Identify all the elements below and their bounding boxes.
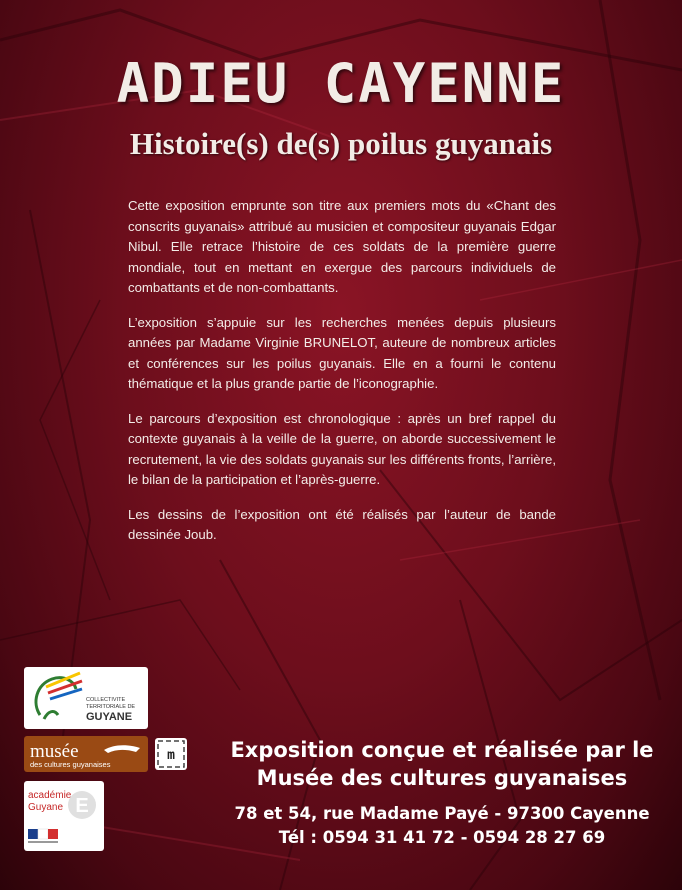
footer-phone: Tél : 0594 31 41 72 - 0594 28 27 69 bbox=[278, 828, 606, 847]
ctg-logo bbox=[24, 667, 148, 729]
paragraph-2: L’exposition s’appuie sur les recherches menées depuis plusieurs années par Madame Virginie BRUNELOT, auteure de nombreux articles et conférences sur les poilus guyanais. Elle en a fourni le contenu thématique et la plus grande partie de l’iconographie. bbox=[128, 314, 556, 391]
musee-logo bbox=[24, 736, 148, 772]
musee-name: musée bbox=[30, 741, 79, 762]
page-title: ADIEU CAYENNE bbox=[116, 52, 566, 115]
m-bracket-icon bbox=[155, 738, 187, 770]
footer-credits bbox=[222, 736, 662, 850]
academie-logo bbox=[24, 781, 104, 851]
flag-red bbox=[48, 829, 58, 839]
paragraph-4: Les dessins de l’exposition ont été réalisés par l’auteur de bande dessinée Joub. bbox=[128, 506, 556, 542]
ctg-logo-mark bbox=[24, 667, 148, 729]
academie-line2: Guyane bbox=[28, 802, 64, 813]
footer-address: 78 et 54, rue Madame Payé - 97300 Cayenne bbox=[234, 804, 650, 823]
academie-logo-mark bbox=[24, 781, 104, 851]
footer-line-2: Musée des cultures guyanaises bbox=[256, 766, 628, 790]
m-logo bbox=[155, 738, 187, 770]
musee-tagline: des cultures guyanaises bbox=[30, 760, 111, 769]
ctg-line3: GUYANE bbox=[86, 711, 133, 723]
ctg-line2: TERRITORIALE DE bbox=[86, 704, 136, 710]
flag-white bbox=[38, 829, 48, 839]
paragraph-1: Cette exposition emprunte son titre aux premiers mots du «Chant des conscrits guyanais» attribué au musicien et compositeur guyanais Edgar Nibul. Elle retrace l’histoire de ces soldats de la première guerre mondiale, tout en mettant en exergue des parcours individuels de combattants et de non-combattants. bbox=[128, 198, 556, 295]
academie-line1: académie bbox=[28, 790, 72, 801]
emblem-letter: E bbox=[75, 795, 89, 817]
description-text bbox=[128, 196, 556, 560]
flag-blue bbox=[28, 829, 38, 839]
page-subtitle: Histoire(s) de(s) poilus guyanais bbox=[129, 126, 553, 161]
footer-line-1: Exposition conçue et réalisée par le bbox=[230, 738, 654, 762]
ctg-line1: COLLECTIVITE bbox=[86, 697, 126, 703]
svg-text:m: m bbox=[167, 748, 175, 763]
canoe-icon bbox=[104, 745, 140, 753]
paragraph-3: Le parcours d’exposition est chronologique : après un bref rappel du contexte guyanais à la veille de la guerre, on aborde successivement le recrutement, la vie des soldats guyanais sur les différents fronts, l’arrière, le bilan de la participation et l’après-guerre. bbox=[128, 410, 556, 487]
musee-logo-mark bbox=[24, 736, 148, 772]
flag-caption-line bbox=[28, 841, 58, 843]
